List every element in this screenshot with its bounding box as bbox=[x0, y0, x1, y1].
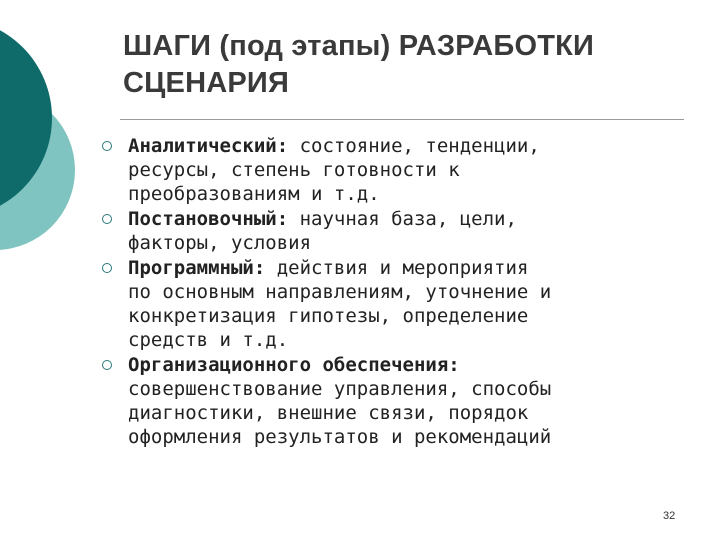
item-text: конкретизация гипотезы, определение bbox=[128, 305, 529, 327]
slide-title bbox=[123, 28, 683, 102]
item-text: ресурсы, степень готовности к bbox=[128, 159, 460, 181]
title-line: ШАГИ (под этапы) РАЗРАБОТКИ bbox=[123, 30, 595, 62]
list-item bbox=[100, 353, 690, 449]
item-text: по основным направлениям, уточнение и bbox=[128, 281, 552, 303]
ring-bullet-icon bbox=[102, 214, 112, 224]
item-text: совершенствование управления, способы bbox=[128, 378, 552, 400]
page-number: 32 bbox=[663, 510, 676, 522]
ring-bullet-icon bbox=[102, 263, 112, 273]
item-text: научная база, цели, bbox=[288, 208, 517, 230]
ring-bullet-icon bbox=[102, 141, 112, 151]
step-list bbox=[100, 134, 690, 450]
item-term: Аналитический: bbox=[128, 135, 289, 157]
item-term: Программный: bbox=[128, 257, 266, 279]
item-text: оформления результатов и рекомендаций bbox=[128, 426, 552, 448]
list-item bbox=[100, 134, 690, 206]
ring-bullet-icon bbox=[102, 360, 112, 370]
item-text: средств и т.д. bbox=[128, 329, 289, 351]
title-divider bbox=[120, 119, 684, 120]
light-teal-circle bbox=[0, 90, 75, 250]
item-term: Организационного обеспечения: bbox=[128, 354, 460, 376]
item-text: состояние, тенденции, bbox=[288, 135, 540, 157]
dark-teal-circle bbox=[0, 18, 52, 218]
title-line: СЦЕНАРИЯ bbox=[123, 67, 289, 99]
item-text: действия и мероприятия bbox=[265, 257, 529, 279]
list-item bbox=[100, 256, 690, 352]
item-term: Постановочный: bbox=[128, 208, 289, 230]
item-text: преобразованиям и т.д. bbox=[128, 183, 380, 205]
item-text: факторы, условия bbox=[128, 232, 312, 254]
item-text: диагностики, внешние связи, порядок bbox=[128, 402, 529, 424]
list-item bbox=[100, 207, 690, 255]
